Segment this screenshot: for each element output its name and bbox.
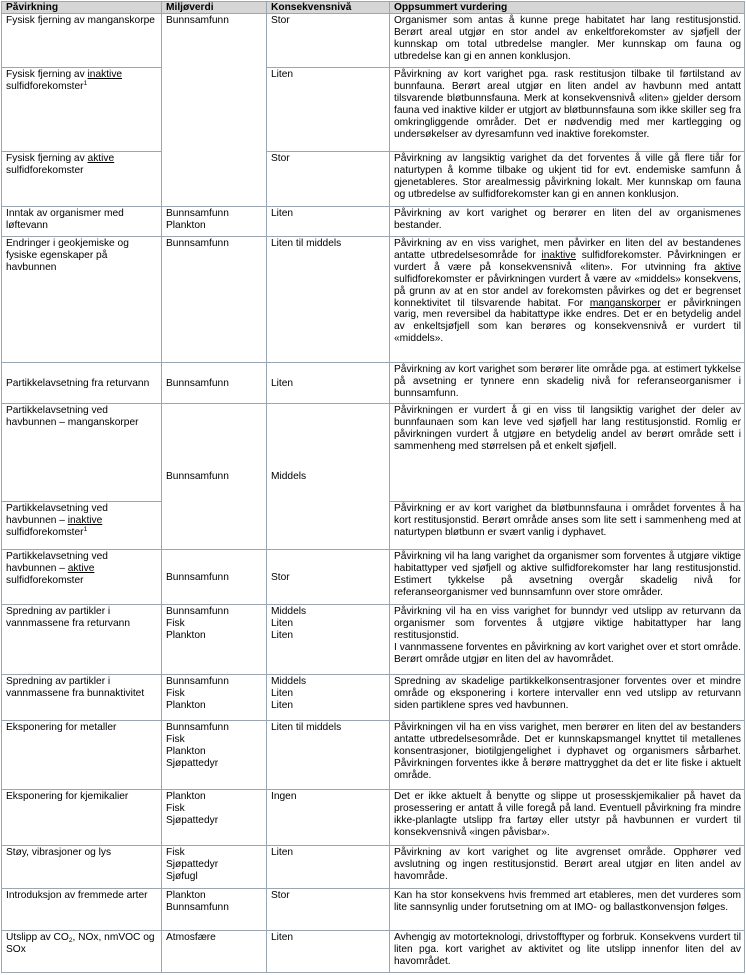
consequence-level: Liten til middels <box>271 238 342 249</box>
table-row <box>2 889 745 931</box>
impact-cell: Endringer i geokjemiske og fysiske egenskaper på havbunnen <box>2 237 162 363</box>
table-row <box>2 931 745 973</box>
header-impact: Påvirkning <box>2 2 162 14</box>
environment-value: Plankton <box>166 699 206 711</box>
summary-cell: Påvirkning vil ha en viss varighet for bunndyr ved utslipp av returvann da organismer som forventes å utgjøre viktige habitattyper har lang restitusjonstid. I vannmassene forventes en påvirkning av kort varighet over et stort område. Berørt område utgjør en liten del av havområdet. <box>390 605 745 675</box>
consequence-level-cell <box>267 721 390 790</box>
consequence-level-cell <box>267 605 390 675</box>
consequence-level: Stor <box>271 153 290 164</box>
table-row <box>2 550 745 605</box>
table-row <box>2 846 745 889</box>
environment-value: Atmosfære <box>166 932 216 943</box>
impact-cell: Eksponering for kjemikalier <box>2 790 162 846</box>
header-environment-value: Miljøverdi <box>162 2 267 14</box>
consequence-level: Liten <box>271 377 294 389</box>
consequence-level: Liten til middels <box>271 722 342 733</box>
environment-value: Plankton <box>166 791 206 802</box>
consequence-level-cell <box>267 846 390 889</box>
table-row <box>2 207 745 237</box>
consequence-level: Middels <box>271 471 307 483</box>
impact-cell: Utslipp av $CO_2$, NOx, nmVOC og SOx <box>2 931 162 973</box>
consequence-level: Liten <box>271 847 294 858</box>
consequence-level-cell <box>267 404 390 550</box>
impact-cell: Fysisk fjerning av aktive sulfidforekomster <box>2 152 162 207</box>
table-row <box>2 363 745 404</box>
table-row <box>2 237 745 363</box>
table-row <box>2 675 745 721</box>
summary-cell: Påvirkning av kort varighet som berører lite område pga. at estimert tykkelse på avsetning er tynnere enn skadelig nivå for referanseorganismer i bunnsamfunn. <box>390 363 745 404</box>
consequence-level: Liten <box>271 629 294 641</box>
impact-cell: Spredning av partikler i vannmassene fra returvann <box>2 605 162 675</box>
footnote-marker: 1 <box>83 79 88 87</box>
summary-cell: Påvirkningen er vurdert å gi en viss til langsiktig varighet der deler av bunnfaunaen som kan leve ved sjøfjell har lang restitusjonstid. Romlig er påvirkningen vurdert å utgjøre en betydelig andel av berørt område sett i sammenheng med størrelsen på et enkelt sjøfjell. <box>390 404 745 502</box>
environment-value: Bunnsamfunn <box>166 471 229 483</box>
summary-cell: Påvirkning av kort varighet og berører en liten del av organismenes bestander. <box>390 207 745 237</box>
impact-cell: Eksponering for metaller <box>2 721 162 790</box>
environment-value-cell <box>162 404 267 550</box>
consequence-level-cell <box>267 68 390 152</box>
footnote-marker: 1 <box>83 525 88 533</box>
impact-cell: Fysisk fjerning av manganskorpe <box>2 14 162 68</box>
table-row <box>2 790 745 846</box>
environment-value: Fisk <box>166 847 185 858</box>
environment-value: Sjøfugl <box>166 870 198 882</box>
assessment-table <box>1 1 745 973</box>
summary-cell: Påvirkning av langsiktig varighet da det forventes å ville gå flere tiår for naturtypen å komme tilbake og ukjent tid for evt. endemiske samfunn å gjenetableres. Stor arealmessig påvirkning lokalt. Mer kunnskap om fauna og utbredelse av sulfidforekomster kan gi en annen konklusjon. <box>390 152 745 207</box>
consequence-level: Liten <box>271 208 294 219</box>
consequence-level-cell <box>267 14 390 68</box>
consequence-level: Ingen <box>271 791 297 802</box>
environment-value-cell <box>162 790 267 846</box>
consequence-level: Liten <box>271 69 294 80</box>
impact-cell: Partikkelavsetning fra returvann <box>2 363 162 404</box>
consequence-level: Middels <box>271 606 307 617</box>
consequence-level-cell <box>267 889 390 931</box>
environment-value: Bunnsamfunn <box>166 571 229 583</box>
consequence-level: Stor <box>271 15 290 26</box>
environment-value: Sjøpattedyr <box>166 858 219 870</box>
environment-value: Plankton <box>166 745 206 757</box>
environment-value-cell <box>162 721 267 790</box>
impact-cell: Spredning av partikler i vannmassene fra bunnaktivitet <box>2 675 162 721</box>
table-row <box>2 14 745 68</box>
impact-cell: Partikkelavsetning ved havbunnen – aktive sulfidforekomster <box>2 550 162 605</box>
summary-cell: Spredning av skadelige partikkelkonsentrasjoner forventes over et mindre område og eksponering i kortere intervaller enn ved utslipp av returvann siden partiklene spres ved havbunnen. <box>390 675 745 721</box>
environment-value-cell <box>162 363 267 404</box>
consequence-level-cell <box>267 363 390 404</box>
impact-cell: Partikkelavsetning ved havbunnen – inaktive sulfidforekomster$^1$ <box>2 502 162 550</box>
table-row <box>2 152 745 207</box>
environment-value: Plankton <box>166 890 206 901</box>
environment-value-cell <box>162 675 267 721</box>
environment-value-cell <box>162 237 267 363</box>
table-row <box>2 404 745 502</box>
environment-value-cell <box>162 14 267 207</box>
environment-value: Sjøpattedyr <box>166 757 219 769</box>
environment-value: Fisk <box>166 733 185 745</box>
consequence-level-cell <box>267 675 390 721</box>
table-row <box>2 68 745 152</box>
consequence-level-cell <box>267 550 390 605</box>
consequence-level-cell <box>267 207 390 237</box>
consequence-level: Stor <box>271 890 290 901</box>
consequence-level: Liten <box>271 617 294 629</box>
summary-cell: Påvirkningen vil ha en viss varighet, men berører en liten del av bestanders antatte utbredelsesområde. Det er kunnskapsmangel knyttet til metallenes konsentrasjoner, biotilgjengelighet i dyphavet og organismers sårbarhet. Påvirkningen forventes ikke å berøre mattrygghet da det er lite fiske i aktuelt område. <box>390 721 745 790</box>
environment-value: Sjøpattedyr <box>166 814 219 826</box>
consequence-level: Stor <box>271 571 290 583</box>
impact-cell: Inntak av organismer med løftevann <box>2 207 162 237</box>
impact-cell: Støy, vibrasjoner og lys <box>2 846 162 889</box>
header-summary: Oppsummert vurdering <box>390 2 745 14</box>
header-consequence-level: Konsekvensnivå <box>267 2 390 14</box>
summary-cell: Påvirkning vil ha lang varighet da organismer som forventes å utgjøre viktige habitattyper ved sjøfjell og aktive sulfidforekomster har lang restitusjonstid. Estimert tykkelse på avsetning overgår skadelig nivå for referanseorganismer ved bunnsamfunn over store områder. <box>390 550 745 605</box>
impact-cell: Fysisk fjerning av inaktive sulfidforekomster$^1$ <box>2 68 162 152</box>
summary-cell: Påvirkning av kort varighet pga. rask restitusjon tilbake til førtilstand av bunnfauna. Berørt areal utgjør en liten andel av havbunn med antatt tilsvarende bløtbunnsfauna. Merk at konsekvensnivå «liten» gjelder dersom fauna ved inaktive kilder er utgjort av bløtbunnsfauna som ikke skiller seg fra omkringliggende områder. Det er nødvendig med mer kartlegging og undersøkelser av dyresamfunn ved inaktive forekomster. <box>390 68 745 152</box>
environment-value: Plankton <box>166 629 206 641</box>
environment-value: Plankton <box>166 219 206 231</box>
environment-value-cell <box>162 605 267 675</box>
environment-value: Bunnsamfunn <box>166 901 229 913</box>
impact-cell: Partikkelavsetning ved havbunnen – manganskorper <box>2 404 162 502</box>
consequence-level-cell <box>267 152 390 207</box>
environment-value-cell <box>162 207 267 237</box>
impact-cell: Introduksjon av fremmede arter <box>2 889 162 931</box>
consequence-level: Middels <box>271 676 307 687</box>
consequence-level: Liten <box>271 687 294 699</box>
environment-value: Bunnsamfunn <box>166 208 229 219</box>
environment-value-cell <box>162 889 267 931</box>
summary-cell: Kan ha stor konsekvens hvis fremmed art etableres, men det vurderes som lite sannsynlig under forutsetning om at IMO- og ballastkonvensjon følges. <box>390 889 745 931</box>
environment-value: Bunnsamfunn <box>166 238 229 249</box>
summary-cell: Det er ikke aktuelt å benytte og slippe ut prosesskjemikalier på havet da prosessering er antatt å ville foregå på land. Eventuell påvirkning fra mindre ikke-planlagte utslipp fra fartøy eller utstyr på havbunnen er vurdert til konsekvensnivå «ingen påvisbar». <box>390 790 745 846</box>
environment-value: Fisk <box>166 802 185 814</box>
environment-value-cell <box>162 550 267 605</box>
table-row <box>2 605 745 675</box>
environment-value-cell <box>162 846 267 889</box>
consequence-level: Liten <box>271 699 294 711</box>
environment-value: Bunnsamfunn <box>166 15 229 26</box>
environment-value: Fisk <box>166 617 185 629</box>
consequence-level: Liten <box>271 932 294 943</box>
summary-cell: Avhengig av motorteknologi, drivstofftyper og forbruk. Konsekvens vurdert til liten pga. kort varighet av aktivitet og lite utslipp innenfor liten del av havområdet. <box>390 931 745 973</box>
summary-cell: Organismer som antas å kunne prege habitatet har lang restitusjonstid. Berørt areal utgjør en stor andel av enkeltforekomster av sjøfjell der kunnskap om total utbredelse mangler. Mer kunnskap om fauna og utbredelse kan gi en annen konklusjon. <box>390 14 745 68</box>
summary-cell: Påvirkning av kort varighet og lite avgrenset område. Opphører ved avslutning og ingen restitusjonstid. Berørt areal utgjør en liten andel av havområde. <box>390 846 745 889</box>
environment-value: Fisk <box>166 687 185 699</box>
environment-value-cell <box>162 931 267 973</box>
environment-value: Bunnsamfunn <box>166 676 229 687</box>
header-row <box>2 2 745 14</box>
consequence-level-cell <box>267 790 390 846</box>
consequence-level-cell <box>267 237 390 363</box>
environment-value: Bunnsamfunn <box>166 377 229 389</box>
environment-value: Bunnsamfunn <box>166 722 229 733</box>
summary-cell: Påvirkning av en viss varighet, men påvirker en liten del av bestandenes antatte utbredelsesområde for inaktive sulfidforekomster. Påvirkningen er vurdert å være på konsekvensnivå «liten». For utvinning fra aktive sulfidforekomster er påvirkningen vurdert å være av «middels» konsekvens, på grunn av at en stor andel av forekomsten påvirkes og det er begrenset konnektivitet til tilsvarende habitat. For manganskorper er påvirkningen varig, men reversibel da habitattype ikke endres. Det er en betydelig andel av enkeltsjøfjell som kan berøres og konsekvensnivå er vurdert til «middels». <box>390 237 745 363</box>
consequence-level-cell <box>267 931 390 973</box>
table-row <box>2 721 745 790</box>
environment-value: Bunnsamfunn <box>166 606 229 617</box>
summary-cell: Påvirkning er av kort varighet da bløtbunnsfauna i området forventes å ha kort restitusjonstid. Berørt område anses som lite sett i sammenheng med at naturtypen bløtbunn er svært vanlig i dyphavet. <box>390 502 745 550</box>
